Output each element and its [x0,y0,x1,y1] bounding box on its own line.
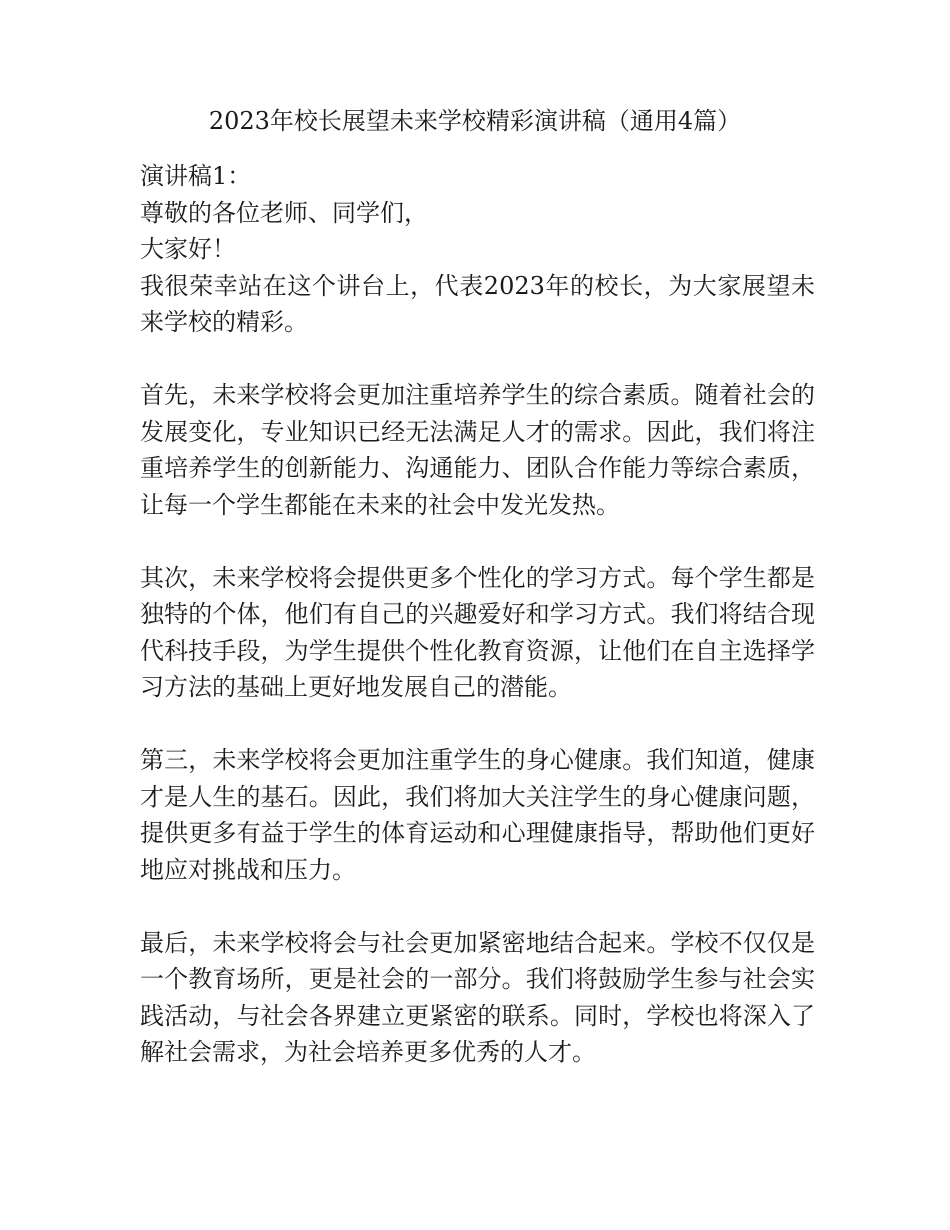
paragraph-last: 最后，未来学校将会与社会更加紧密地结合起来。学校不仅仅是一个教育场所，更是社会的一部分。我们将鼓励学生参与社会实践活动，与社会各界建立更紧密的联系。同时，学校也将深入了解社会需求，为社会培养更多优秀的人才。 [140,928,815,1066]
paragraph-gap [140,706,815,743]
salutation: 尊敬的各位老师、同学们， [140,198,428,227]
paragraph-gap [140,341,815,378]
paragraph-second: 其次，未来学校将会提供更多个性化的学习方式。每个学生都是独特的个体，他们有自己的兴趣爱好和学习方式。我们将结合现代科技手段，为学生提供个性化教育资源，让他们在自主选择学习方法的基础上更好地发展自己的潜能。 [140,563,815,701]
paragraph-gap [140,523,815,560]
speech-label: 演讲稿1： [140,162,252,190]
document-body [140,158,815,1071]
greeting: 大家好！ [140,235,236,263]
document-title: 2023年校长展望未来学校精彩演讲稿（通用4篇） [208,107,742,135]
paragraph-third: 第三，未来学校将会更加注重学生的身心健康。我们知道，健康才是人生的基石。因此，我们将加大关注学生的身心健康问题，提供更多有益于学生的体育运动和心理健康指导，帮助他们更好地应对挑战和压力。 [140,746,815,884]
paragraph-first: 首先，未来学校将会更加注重培养学生的综合素质。随着社会的发展变化，专业知识已经无法满足人才的需求。因此，我们将注重培养学生的创新能力、沟通能力、团队合作能力等综合素质，让每一个学生都能在未来的社会中发光发热。 [140,381,815,519]
paragraph-intro: 我很荣幸站在这个讲台上，代表2023年的校长，为大家展望未来学校的精彩。 [140,271,815,336]
paragraph-gap [140,888,815,925]
